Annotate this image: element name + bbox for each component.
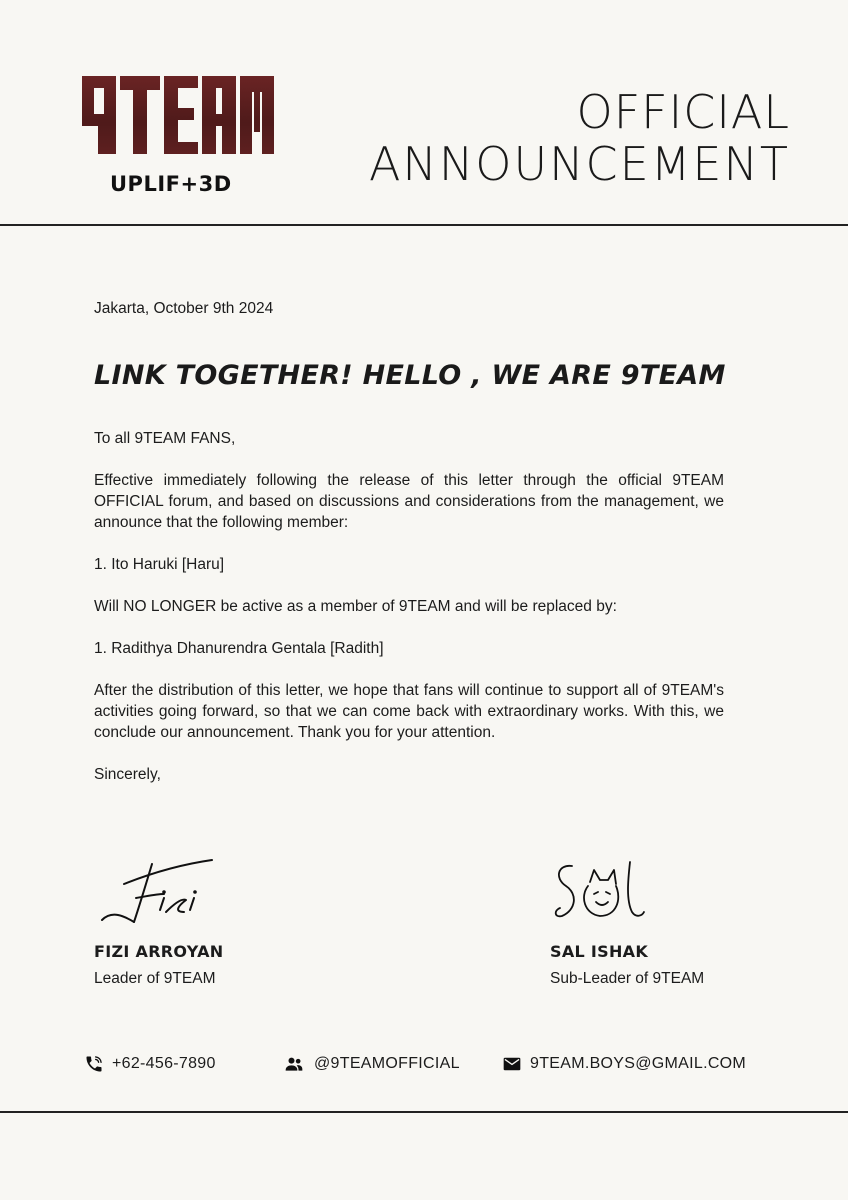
phone-icon xyxy=(84,1054,104,1074)
announcement-title xyxy=(369,86,790,190)
paragraph-closing: After the distribution of this letter, we hope that fans will continue to support all of 9TEAM's activities going forward, so that we can come back with extraordinary works. With this, we conclude our announcement. Thank you for your attention. xyxy=(94,682,724,741)
paragraph-replacement: Will NO LONGER be active as a member of 9TEAM and will be replaced by: xyxy=(94,598,617,615)
signatory-role-subleader: Sub-Leader of 9TEAM xyxy=(550,970,705,987)
team-logo-icon xyxy=(80,72,275,162)
title-line-announcement: ANNOUNCEMENT xyxy=(368,137,790,191)
contact-phone-value: +62-456-7890 xyxy=(112,1055,216,1072)
signature-block-leader xyxy=(94,862,224,988)
signature-sal-icon xyxy=(550,856,660,932)
contact-email-value: 9TEAM.BOYS@GMAIL.COM xyxy=(530,1055,747,1072)
brand-logo xyxy=(80,72,275,196)
logo-subtitle: UPLIF+3D xyxy=(110,172,232,196)
mail-icon xyxy=(502,1054,522,1074)
signatory-name-leader: FIZI ARROYAN xyxy=(94,942,224,961)
people-icon xyxy=(282,1054,306,1074)
contact-social[interactable] xyxy=(282,1054,460,1074)
contact-social-value: @9TEAMOFFICIAL xyxy=(314,1055,460,1072)
member-leaving: 1. Ito Haruki [Haru] xyxy=(94,556,225,573)
greeting: To all 9TEAM FANS, xyxy=(94,430,236,447)
footer-divider xyxy=(0,1111,848,1113)
member-joining: 1. Radithya Dhanurendra Gentala [Radith] xyxy=(94,640,384,657)
signatory-name-subleader: SAL ISHAK xyxy=(550,942,649,961)
headline: LINK TOGETHER! HELLO , WE ARE 9TEAM xyxy=(94,360,726,391)
signatory-role-leader: Leader of 9TEAM xyxy=(94,970,216,987)
signature-fizi-icon xyxy=(94,854,234,932)
signature-block-subleader xyxy=(550,862,704,988)
paragraph-intro: Effective immediately following the release of this letter through the official 9TEAM OFFICIAL forum, and based on discussions and considerations from the management, we announce that the following member: xyxy=(94,472,724,531)
date-line: Jakarta, October 9th 2024 xyxy=(94,300,274,317)
letter-body xyxy=(94,428,724,806)
closing-salutation: Sincerely, xyxy=(94,766,161,783)
contact-phone[interactable] xyxy=(84,1054,216,1074)
title-line-official: OFFICIAL xyxy=(576,85,790,139)
header-divider xyxy=(0,224,848,226)
contact-email[interactable] xyxy=(502,1054,746,1074)
